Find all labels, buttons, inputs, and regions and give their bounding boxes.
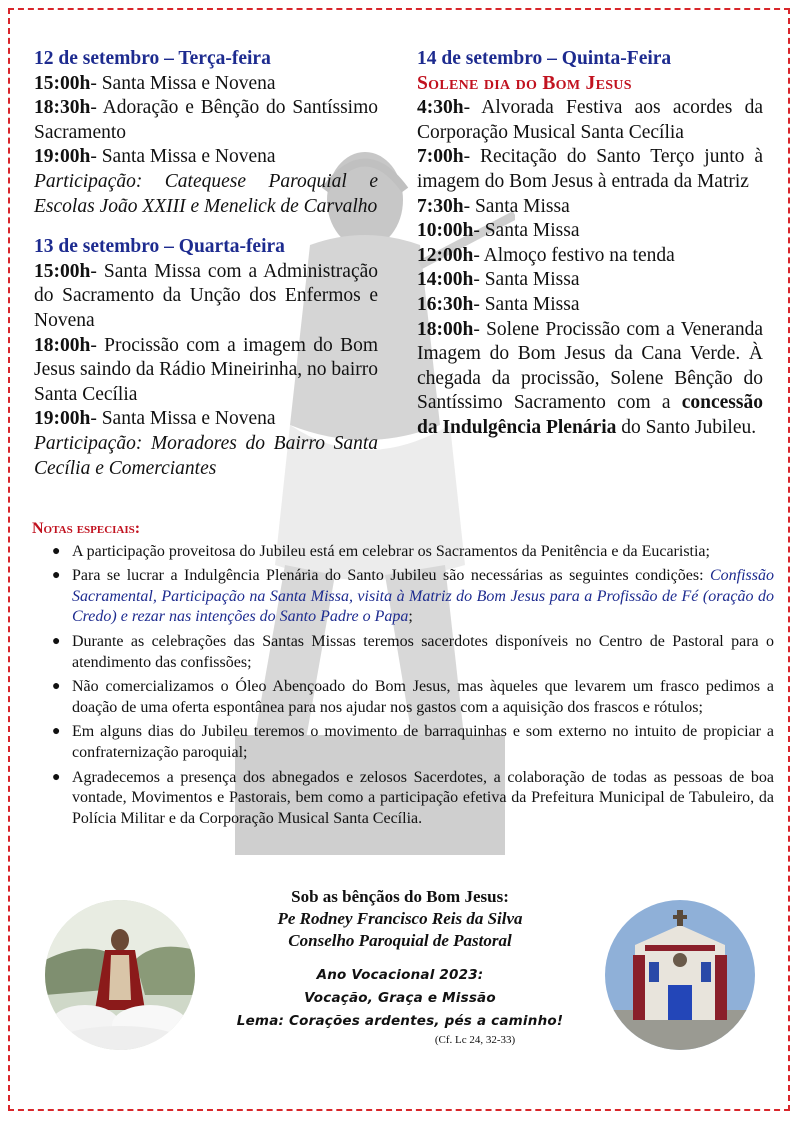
- day14-title: 14 de setembro – Quinta-Feira: [417, 48, 672, 69]
- bullet-icon: ●: [52, 679, 61, 695]
- schedule-item: 15:00h- Santa Missa com a Administração do Sacramento da Unção dos Enfermos e Novena: [34, 260, 378, 331]
- schedule-item: 12:00h- Almoço festivo na tenda: [417, 244, 675, 266]
- schedule-item: 18:30h- Adoração e Bênção do Santíssimo Sacramento: [34, 97, 378, 143]
- statue-photo: [45, 900, 195, 1050]
- schedule-item: 14:00h- Santa Missa: [417, 269, 580, 291]
- priest-name: Pe Rodney Francisco Reis da Silva: [277, 909, 523, 928]
- list-item: ● Agradecemos a presença dos abnegados e zelosos Sacerdotes, a colaboração de todas as pessoas de boa vontade, Movimentos e Pastorais, bem como a participação efetiva da Prefeitura Municipal de Tabuleiro, da Polícia Militar e da Corporação Musical Santa Cecília.: [52, 768, 774, 827]
- day13-participation: Participação: Moradores do Bairro Santa Cecília e Comerciantes: [34, 432, 378, 479]
- special-notes: [32, 519, 774, 833]
- schedule-item: 10:00h- Santa Missa: [417, 220, 580, 242]
- list-item: ● Em alguns dias do Jubileu teremos o movimento de barraquinhas e som externo no intuito de propiciar a confraternização paroquial;: [52, 723, 774, 761]
- list-item: ● Durante as celebrações das Santas Missas teremos sacerdotes disponíveis no Centro de Pastoral para o atendimento das confissões;: [52, 632, 774, 671]
- council-name: Conselho Paroquial de Pastoral: [288, 931, 512, 950]
- schedule-item: 18:00h- Solene Procissão com a Veneranda Imagem do Bom Jesus da Cana Verde. À chegada da procissão, Solene Bênção do Santíssimo Sacramento com a concessão da Indulgência Plenária do Santo Jubileu.: [417, 318, 763, 438]
- vocational-year: Ano Vocacional 2023:: [316, 967, 484, 983]
- list-item: ● Para se lucrar a Indulgência Plenária do Santo Jubileu são necessárias as seguintes condições: Confissão Sacramental, Participação na Santa Missa, visita à Matriz do Bom Jesus para a Profissão de Fé (oração do Credo) e rezar nas intenções do Santo Padre o Papa;: [52, 567, 774, 626]
- bullet-icon: ●: [52, 769, 61, 785]
- schedule-item: 7:30h- Santa Missa: [417, 195, 570, 217]
- bullet-icon: ●: [52, 724, 61, 740]
- schedule-item: 15:00h- Santa Missa e Novena: [34, 72, 276, 94]
- lema: Lema: Corações ardentes, pés a caminho!: [236, 1013, 564, 1029]
- blessing-line: Sob as bênçãos do Bom Jesus:: [291, 887, 509, 906]
- day14-subtitle: Solene dia do Bom Jesus: [417, 72, 632, 94]
- schedule-item: 4:30h- Alvorada Festiva aos acordes da Corporação Musical Santa Cecília: [417, 97, 763, 143]
- schedule-item: 7:00h- Recitação do Santo Terço junto à imagem do Bom Jesus à entrada da Matriz: [417, 146, 763, 192]
- list-item: ● Não comercializamos o Óleo Abençoado do Bom Jesus, mas àqueles que levarem um frasco pedimos a doação de uma oferta espontânea para nos ajudar nos gastos com a aquisição dos frascos e rótulos;: [52, 678, 774, 716]
- day13-title: 13 de setembro – Quarta-feira: [34, 236, 285, 258]
- list-item: ● A participação proveitosa do Jubileu está em celebrar os Sacramentos da Penitência e da Eucaristia;: [72, 542, 774, 563]
- notes-title: Notas especiais:: [32, 520, 141, 537]
- bullet-icon: ●: [52, 568, 61, 584]
- schedule-item: 19:00h- Santa Missa e Novena: [34, 146, 276, 168]
- motto: Vocação, Graça e Missão: [304, 990, 496, 1006]
- citation: (Cf. Lc 24, 32-33): [434, 1034, 516, 1046]
- schedule-item: 16:30h- Santa Missa: [417, 293, 580, 315]
- bullet-icon: ●: [52, 633, 61, 649]
- bullet-icon: ●: [52, 543, 61, 559]
- schedule-item: 18:00h- Procissão com a imagem do Bom Jesus saindo da Rádio Mineirinha, no bairro Santa Cecília: [34, 334, 378, 405]
- church-photo: [605, 900, 755, 1050]
- right-column: [417, 47, 763, 441]
- day12-title: 12 de setembro – Terça-feira: [34, 48, 271, 69]
- day12-participation: Participação: Catequese Paroquial e Escolas João XXIII e Menelick de Carvalho: [34, 170, 378, 217]
- left-column: [34, 47, 378, 481]
- schedule-item: 19:00h- Santa Missa e Novena: [34, 408, 276, 430]
